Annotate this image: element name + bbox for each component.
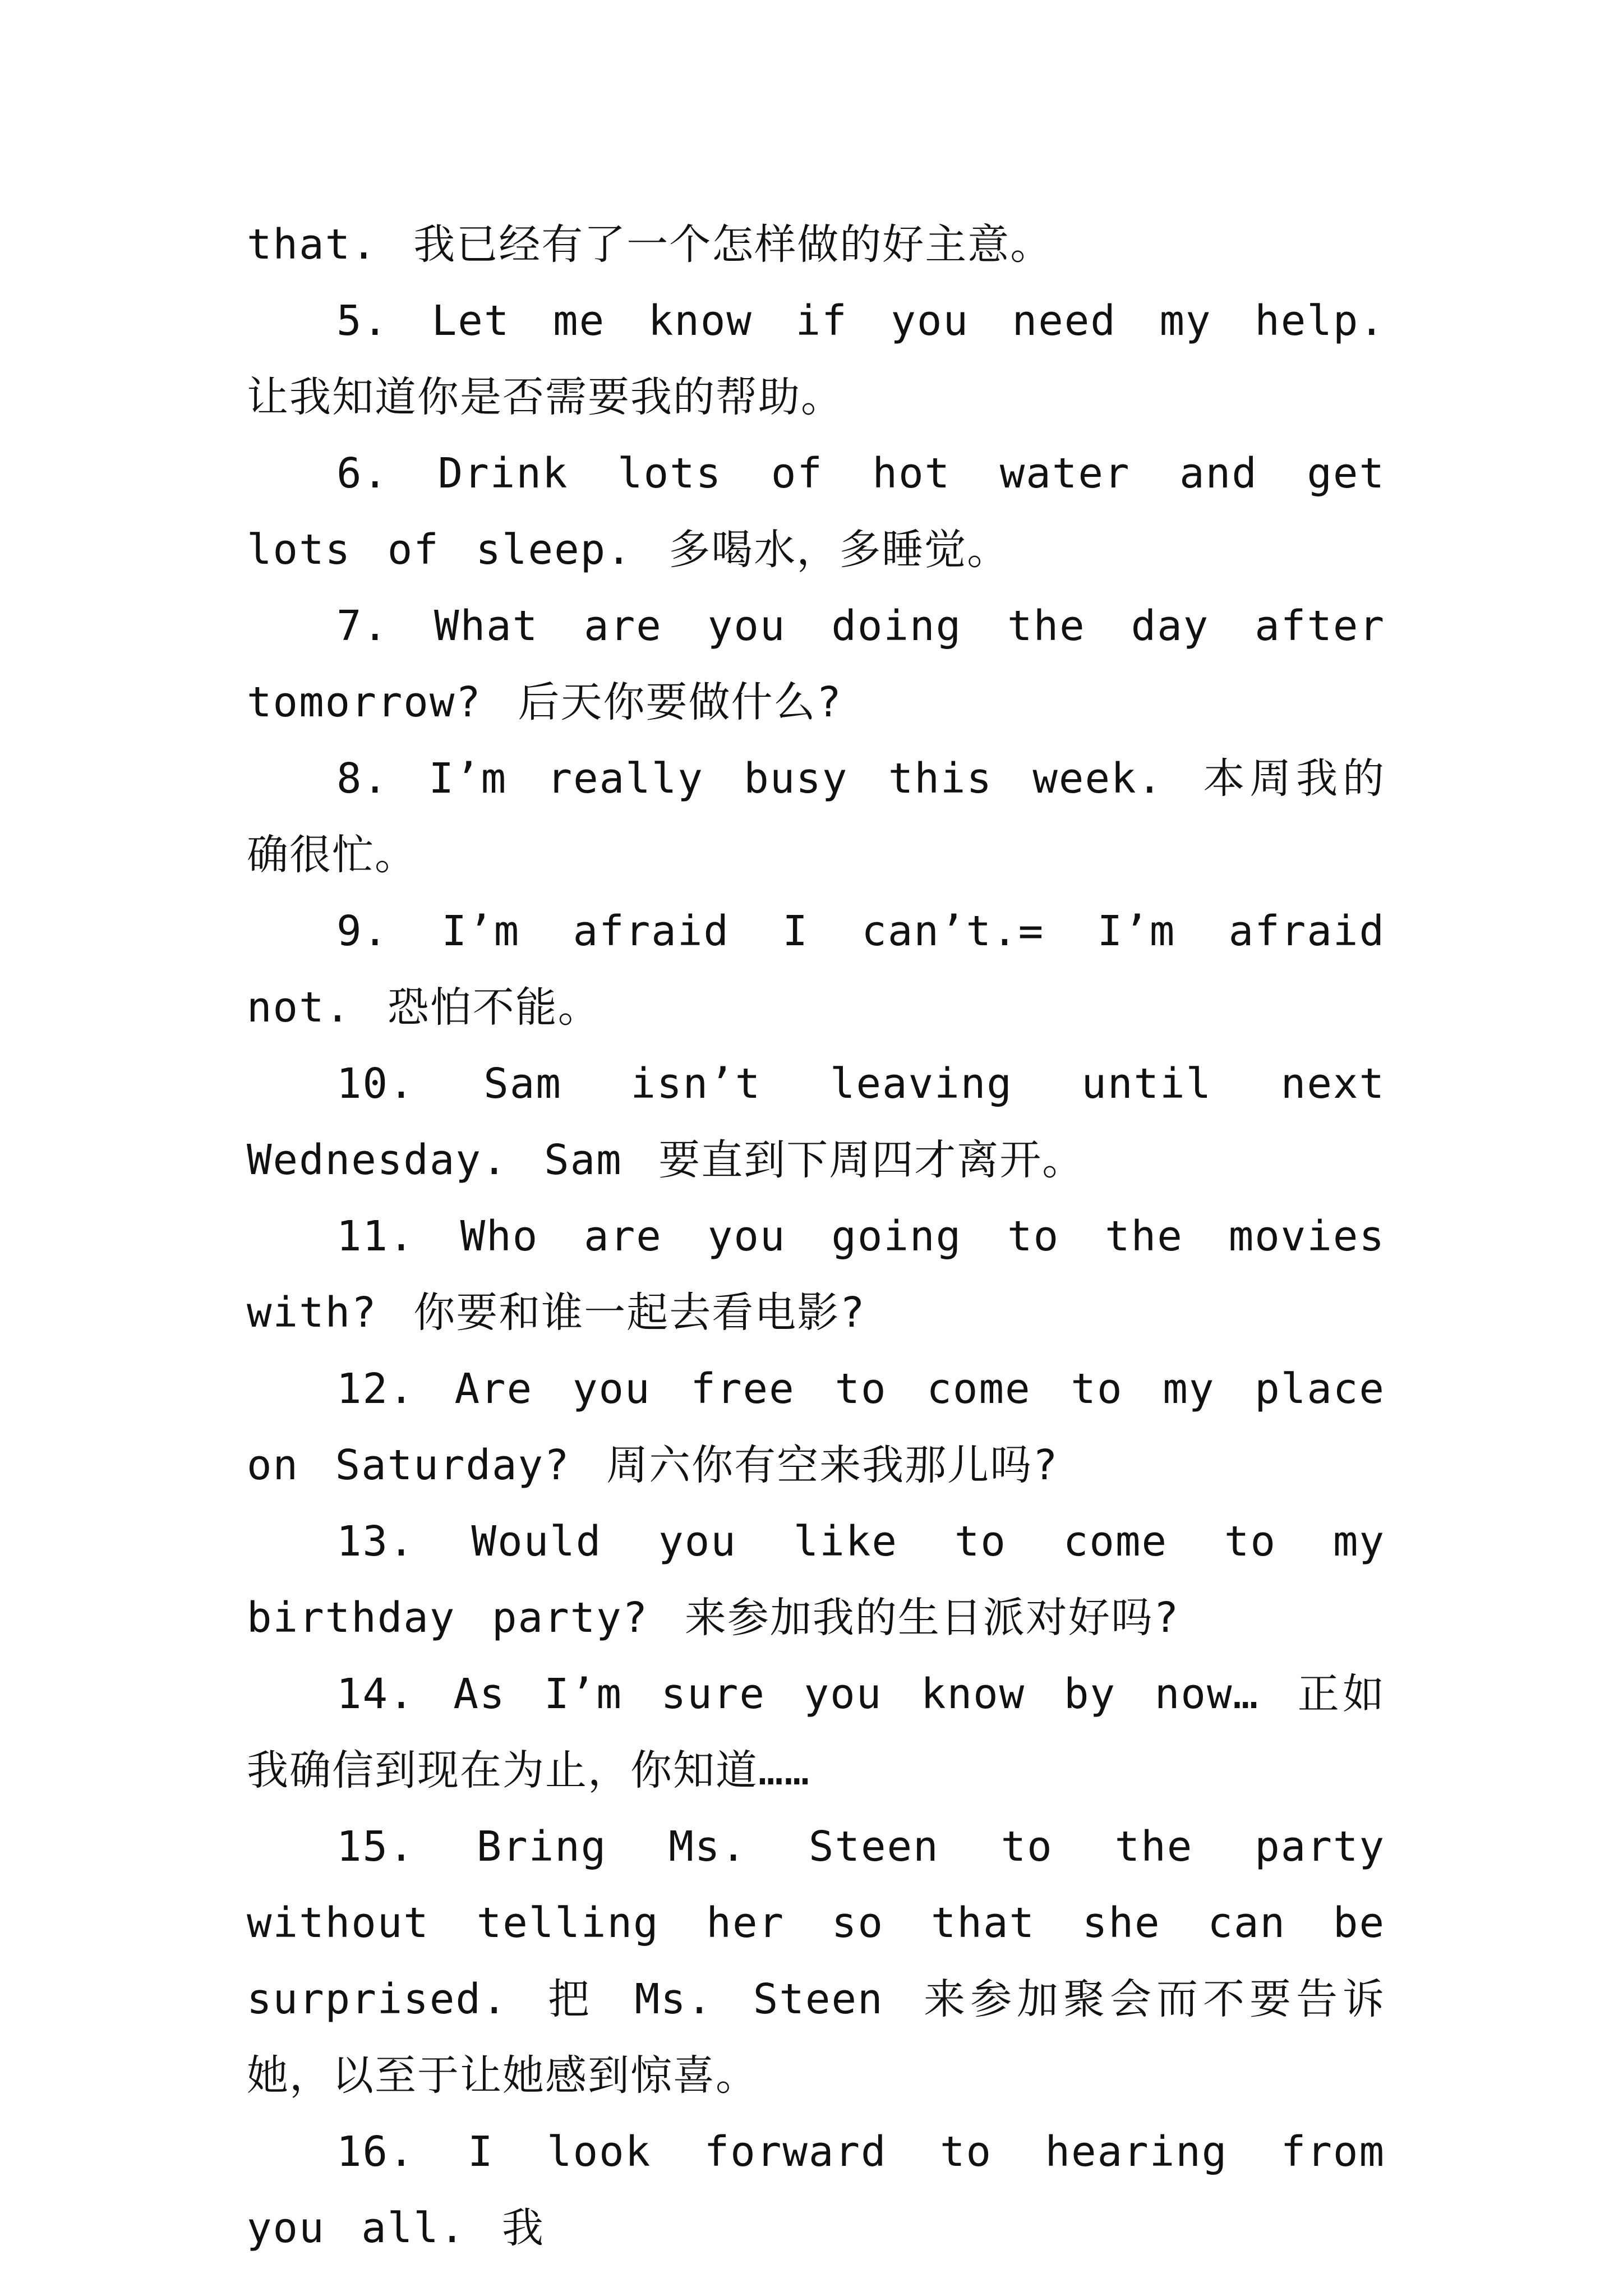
document-body — [247, 206, 1385, 2266]
paragraph-item-10: 10. Sam isn’t leaving until next Wednesday. Sam 要直到下周四才离开。 — [247, 1060, 1385, 1184]
paragraph-item-14: 14. As I’m sure you know by now… 正如我确信到现在为止，你知道…… — [247, 1670, 1385, 1795]
paragraph-item-13: 13. Would you like to come to my birthday party? 来参加我的生日派对好吗? — [247, 1517, 1385, 1642]
paragraph-item-12: 12. Are you free to come to my place on Saturday? 周六你有空来我那儿吗? — [247, 1365, 1385, 1489]
paragraph-item-7: 7. What are you doing the day after tomorrow? 后天你要做什么? — [247, 602, 1385, 726]
paragraph-item-6: 6. Drink lots of hot water and get lots of sleep. 多喝水，多睡觉。 — [247, 449, 1385, 574]
paragraph-item-9: 9. I’m afraid I can’t.= I’m afraid not. 恐怕不能。 — [247, 907, 1385, 1032]
paragraph-item-8: 8. I’m really busy this week. 本周我的确很忙。 — [247, 754, 1385, 879]
paragraph-item-5: 5. Let me know if you need my help. 让我知道你是否需要我的帮助。 — [247, 297, 1385, 421]
paragraph-item-16: 16. I look forward to hearing from you all. 我 — [247, 2128, 1385, 2252]
paragraph-continuation: that. 我已经有了一个怎样做的好主意。 — [247, 220, 1053, 269]
paragraph-item-11: 11. Who are you going to the movies with? 你要和谁一起去看电影? — [247, 1212, 1385, 1337]
paragraph-item-15: 15. Bring Ms. Steen to the party without telling her so that she can be surprised. 把 Ms. Steen 来参加聚会而不要告诉她，以至于让她感到惊喜。 — [247, 1823, 1385, 2100]
